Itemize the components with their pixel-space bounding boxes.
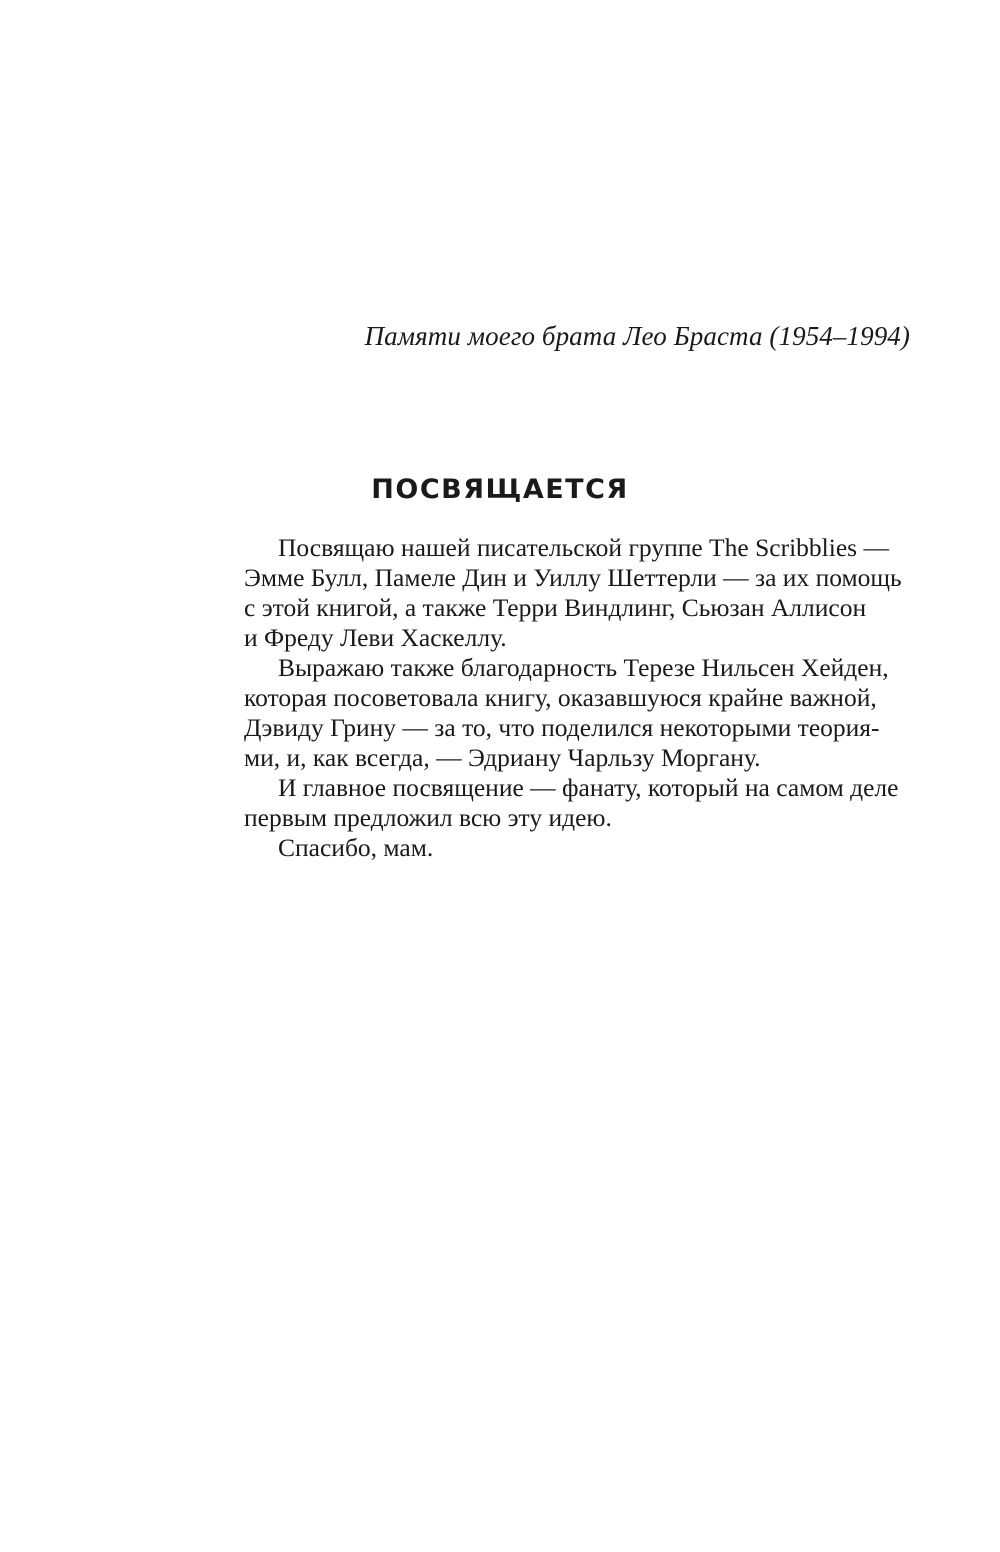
text-line: ми, и, как всегда, — Эдриану Чарльзу Моргану. [244, 743, 761, 772]
text-line: Выражаю также благодарность Терезе Нильсен Хейден, [278, 653, 889, 682]
text-line: Спасибо, мам. [278, 833, 434, 862]
text-line: первым предложил всю эту идею. [244, 803, 612, 832]
text-line: Дэвиду Грину — за то, что поделился некоторыми теория- [244, 713, 880, 742]
text-line: с этой книгой, а также Терри Виндлинг, Сьюзан Аллисон [244, 593, 867, 622]
paragraph-3 [210, 773, 899, 833]
text-line: и Фреду Леви Хаскеллу. [244, 623, 507, 652]
paragraph-1 [210, 533, 902, 653]
paragraph-4 [210, 833, 840, 863]
text-line: И главное посвящение — фанату, который на самом деле [278, 773, 899, 802]
text-line: которая посоветовала книгу, оказавшуюся крайне важной, [244, 683, 877, 712]
memorial-dedication: Памяти моего брата Лео Браста (1954–1994) [364, 321, 910, 351]
paragraph-2 [210, 653, 889, 773]
text-line: Эмме Булл, Памеле Дин и Уиллу Шеттерли — за их помощь [244, 563, 902, 592]
text-line: Посвящаю нашей писательской группе The Scribblies — [278, 533, 889, 562]
dedication-body [210, 533, 902, 863]
dedication-heading: ПОСВЯЩАЕТСЯ [371, 474, 629, 505]
